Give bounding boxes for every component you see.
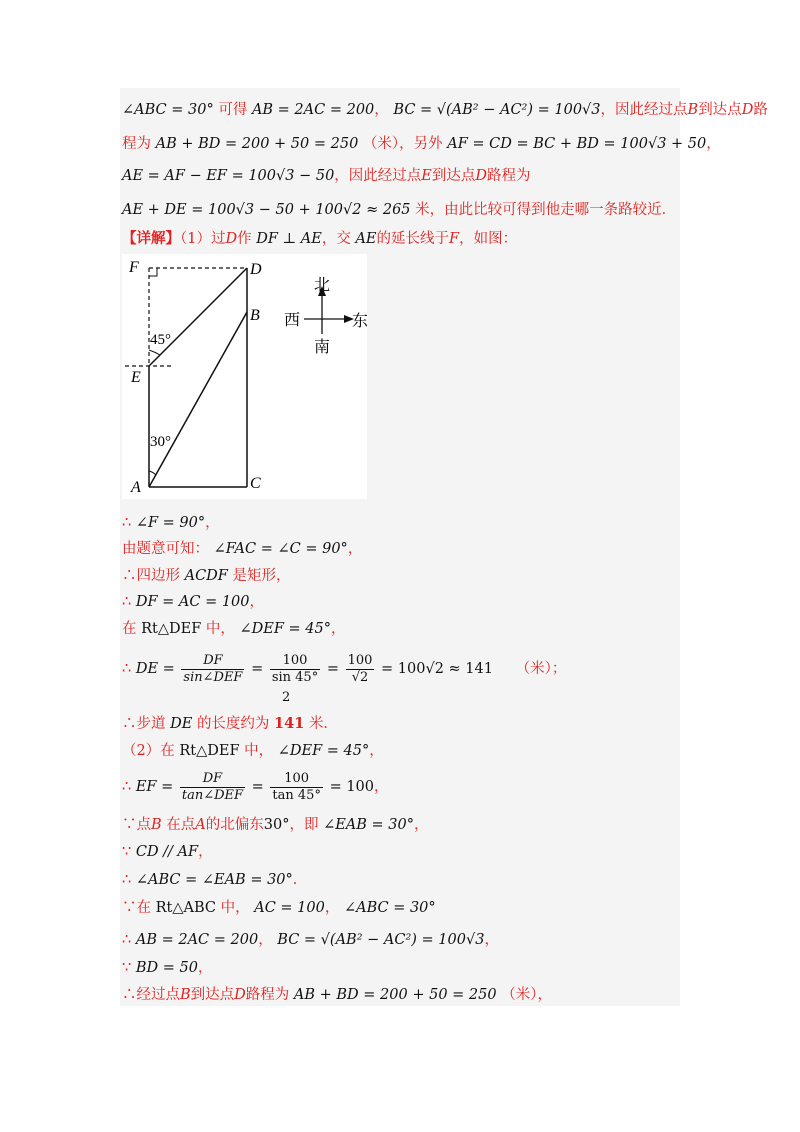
angle-arc-45 [149,350,160,355]
numerator: 100 [270,653,320,670]
point-label: B [151,817,162,833]
text: 的延长线于 [376,231,450,247]
math: ∠ABC = 30° [343,900,436,916]
text: （1）过 [180,231,226,247]
math-angle-abc: ∠ABC = 30° [122,102,214,118]
segment-ed [149,268,247,366]
numerator: 100 [270,771,323,788]
math: ACDF [184,568,228,584]
solution-line-4 [122,200,676,220]
text: ， [205,515,220,531]
math: EF = [135,779,174,795]
text: ∵点 [122,817,151,833]
denominator: tan 45° [272,787,321,803]
denominator: √2 [351,669,369,685]
math-ae: AE [355,231,377,247]
solution-line-3 [122,166,531,186]
point-label: D [225,231,238,247]
label-d: D [250,261,262,278]
text: 在点 [166,817,196,833]
step-2 [122,539,362,559]
math: AB = 2AC = 200 [135,932,259,948]
text: （米）， [501,987,552,1003]
step-7 [122,714,338,734]
text: 作 [237,231,252,247]
text: 的长度约为 [196,716,270,732]
therefore-symbol: ∴ [122,515,132,531]
fraction-df-tan [180,771,245,804]
compass-south: 南 [314,337,331,356]
geometry-diagram [122,254,367,499]
math: ∠DEF = 45° [277,743,370,759]
numerator: 100 [347,652,373,668]
text: 是矩形， [232,568,291,584]
point-label: D [234,987,246,1003]
math: BC = √(AB² − AC²) = 100√3 [277,932,485,948]
text: ，因此经过点 [600,102,688,118]
answer-value: 141 [274,715,305,732]
text: ， [324,900,340,916]
point-label: D [475,168,488,184]
text: （米），另外 [362,136,443,152]
label-f: F [129,259,139,276]
text: ， [369,743,384,759]
text: ， [414,817,429,833]
text: ∴经过点 [122,987,180,1003]
solution-line-2 [122,134,721,154]
text: 中， [220,900,250,916]
text: ， [198,844,213,860]
text: ∴步道 [122,716,166,732]
math: ∠FAC = ∠C = 90° [213,541,348,557]
math: Rt△DEF [179,743,240,759]
text: 到达点 [190,987,235,1003]
step-16 [122,985,552,1005]
solution-line-5 [122,229,517,249]
compass-north: 北 [314,275,331,294]
text: 路 [753,102,768,118]
step-11 [122,842,213,862]
math: ∠F = 90° [135,515,206,531]
math: Rt△DEF [141,621,202,637]
math-ae: AE = AF − EF = 100√3 − 50 [122,168,335,184]
because-symbol: ∵ [122,844,132,860]
fraction-df-sin [181,653,244,686]
text: 米，由此比较可得到他走哪一条路较近． [415,202,677,218]
text: 中， [244,743,274,759]
therefore-symbol: ∴ [122,594,132,610]
math: = 100√2 ≈ 141 [381,661,493,677]
math-path: AB + BD = 200 + 50 = 250 [155,136,359,152]
math-ab: AB = 2AC = 200 [251,102,375,118]
math: AB + BD = 200 + 50 = 250 [293,987,497,1003]
text: ， [331,621,346,637]
text: ，即 [289,817,319,833]
step-5 [122,619,346,639]
step-6 [122,652,566,686]
text: 路程为 [245,987,290,1003]
math-af: AF = CD = BC + BD = 100√3 + 50 [447,136,707,152]
math: DF = AC = 100 [135,594,250,610]
text: ，因此经过点 [334,168,422,184]
text: ， [484,932,499,948]
label-c: C [250,475,261,492]
text: ， [374,102,389,118]
text: ，交 [321,231,351,247]
solution-line-1 [122,100,768,120]
denominator: tan∠DEF [181,787,244,803]
step-14 [122,930,499,950]
step-15 [122,958,212,978]
label-a: A [131,479,141,496]
numerator: DF [181,653,244,670]
fraction-100-sin45 [270,653,320,686]
therefore-symbol: ∴ [122,872,132,888]
text: 由题意可知： [122,541,209,557]
step-12 [122,870,307,890]
text: 可得 [218,102,248,118]
text: 路程为 [487,168,531,184]
equals: = [251,779,264,795]
math-ae-de: AE + DE = 100√3 − 50 + 100√2 ≈ 265 [122,202,411,218]
point-label: B [180,987,191,1003]
text: ． [292,872,308,888]
step-3 [122,566,290,586]
math: CD // AF [135,844,199,860]
text: （米）； [515,661,567,677]
label-angle-30: 30° [150,434,171,450]
math: DE [170,716,193,732]
step-9 [122,769,389,805]
step-4 [122,592,264,612]
math: ∠EAB = 30° [323,817,414,833]
text: ∴四边形 [122,568,180,584]
text: ， [197,960,213,976]
text: ， [706,136,721,152]
because-symbol: ∵ [122,960,132,976]
compass-west: 西 [284,310,301,329]
therefore-symbol: ∴ [122,932,132,948]
point-label: E [421,168,432,184]
text: ， [374,779,389,795]
math: 30° [263,817,290,833]
geometry-figure [122,254,367,499]
step-1 [122,513,220,533]
angle-arc-30 [149,471,156,475]
text: 到达点 [431,168,476,184]
step-13 [122,898,436,918]
point-label: A [195,817,206,833]
numerator: DF [180,771,245,788]
fraction-100-tan45 [270,771,323,804]
text: 程为 [122,136,151,152]
math: AC = 100 [254,900,325,916]
math: ∠ABC = ∠EAB = 30° [135,872,293,888]
text: 中， [205,621,235,637]
math-df-perp: DF ⊥ AE [256,231,322,247]
math: BD = 50 [135,960,198,976]
therefore-symbol: ∴ [122,779,132,795]
math: Rt△ABC [155,900,216,916]
text: 在 [122,621,137,637]
fraction-100-root2 [346,653,375,686]
text: 到达点 [698,102,742,118]
compass-east: 东 [352,311,367,330]
therefore-symbol: ∴ [122,661,132,677]
label-angle-45: 45° [150,332,171,348]
right-angle-mark [149,268,157,276]
text: ， [258,932,273,948]
math-bc: BC = √(AB² − AC²) = 100√3 [393,102,601,118]
math: ∠DEF = 45° [239,621,331,637]
math: = 100 [329,779,374,795]
detail-heading: 【详解】 [122,230,180,247]
denominator: sin∠DEF [183,669,243,685]
equals: = [251,661,264,677]
text: ∵在 [122,900,151,916]
step-8 [122,741,384,761]
step-10 [122,815,429,835]
text: ， [347,541,363,557]
text: 米． [308,716,338,732]
text: 的北偏东 [205,817,264,833]
point-label: F [449,231,460,247]
point-label: B [687,102,699,118]
label-b: B [250,307,260,324]
point-label: D [741,102,754,118]
text: ，如图： [459,231,518,247]
text: ， [249,594,265,610]
equals: = [326,661,339,677]
denominator: sin 45° [271,669,319,685]
math: DE = [135,661,175,677]
step-6-sub-denominator: 2 [282,690,291,705]
text: （2）在 [122,743,175,759]
label-e: E [131,369,141,386]
